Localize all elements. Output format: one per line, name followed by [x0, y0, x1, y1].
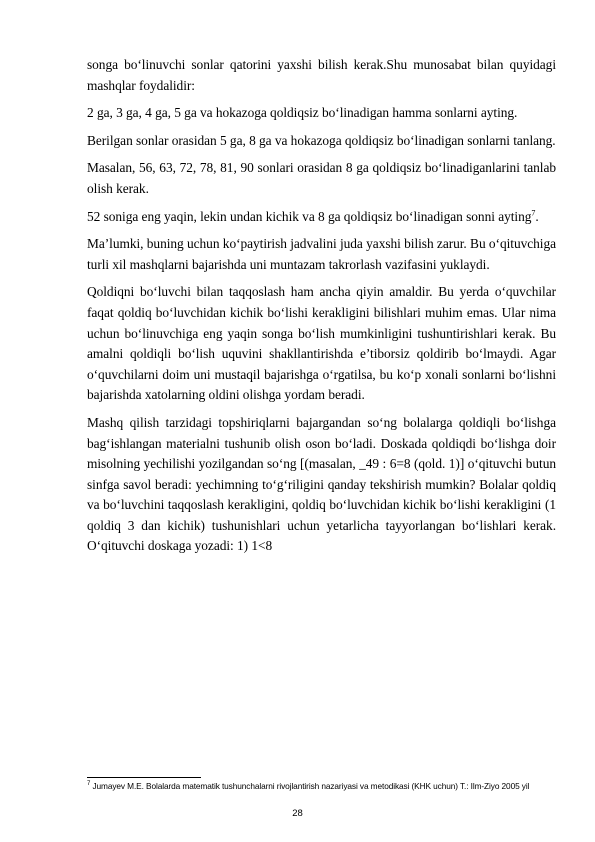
paragraph-7: Qoldiqni bo‘luvchi bilan taqqoslash ham ancha qiyin amaldir. Bu yerda o‘quvchilar faqat qoldiq bo‘luvchidan kichik bo‘lishi kerakligini bilishlari muhim emas. Ular nima uchun bo‘linuvchiga eng yaqin songa bo‘lish mumkinligini tushuntirishlari kerak. Bu amalni qoldiqli bo‘lish uquvini shakllantirishda e’tiborsiz qoldirib bo‘lmaydi. Agar o‘quvchilarni doim uni mustaqil bajarishga o‘rgatilsa, bu ko‘p xonali sonlarni bo‘lishni bajarishda xatolarning oldini olishga yordam beradi. [87, 284, 556, 403]
paragraph-8: Mashq qilish tarzidagi topshiriqlarni bajargandan so‘ng bolalarga qoldiqli bo‘lishga bag‘ishlangan materialni tushunib olish oson bo‘ladi. Doskada qoldiqdi bo‘lishga doir misolning yechilishi yozilgandan so‘ng [(masalan, _49 : 6=8 (qold. 1)] o‘qituvchi butun sinfga savol beradi: yechimning to‘g‘riligini qanday tekshirish mumkin? Bolalar qoldiq va bo‘luvchini taqqoslash kerakligini, qoldiq bo‘luvchidan kichik bo‘lishi kerakligini (1 qoldiq 3 dan kichik) tushunishlari uchun yetarlicha tayyorlangan bo‘lishlari kerak. O‘qituvchi doskaga yozadi: 1) 1<8 [87, 414, 556, 554]
page-body [87, 55, 556, 564]
paragraph-3: Berilgan sonlar orasidan 5 ga, 8 ga va hokazoga qoldiqsiz bo‘linadigan sonlarni tanlang. [87, 132, 556, 148]
paragraph-6: Ma’lumki, buning uchun ko‘paytirish jadvalini juda yaxshi bilish zarur. Bu o‘qituvchiga turli xil mashqlarni bajarishda uni muntazam takrorlash vazifasini yuklaydi. [87, 236, 556, 272]
paragraph-2: 2 ga, 3 ga, 4 ga, 5 ga va hokazoga qoldiqsiz bo‘linadigan hamma sonlarni ayting. [87, 105, 518, 121]
footnote-text: Jumayev M.E. Bolalarda matematik tushunchalarni rivojlantirish nazariyasi va metodikasi (KHK uchun) T.: Ilm-Ziyo 2005 yil [90, 781, 530, 791]
footnote-reference[interactable]: 7 [531, 208, 536, 218]
paragraph-1: songa bo‘linuvchi sonlar qatorini yaxshi bilish kerak.Shu munosabat bilan quyidagi mashqlar foydalidir: [87, 57, 556, 93]
footnote-number: 7 [87, 781, 91, 788]
paragraph-5-text: 52 soniga eng yaqin, lekin undan kichik va 8 ga qoldiqsiz bo‘linadigan sonni ayting [87, 208, 532, 224]
paragraph-5: 52 soniga eng yaqin, lekin undan kichik va 8 ga qoldiqsiz bo‘linadigan sonni ayting$^7$. [87, 208, 539, 224]
footnote-separator [87, 777, 201, 778]
footnote [87, 781, 557, 793]
paragraph-4: Masalan, 56, 63, 72, 78, 81, 90 sonlari orasidan 8 ga qoldiqsiz bo‘linadiganlarini tanlab olish kerak. [87, 160, 556, 196]
page-number: 28 [292, 808, 303, 819]
